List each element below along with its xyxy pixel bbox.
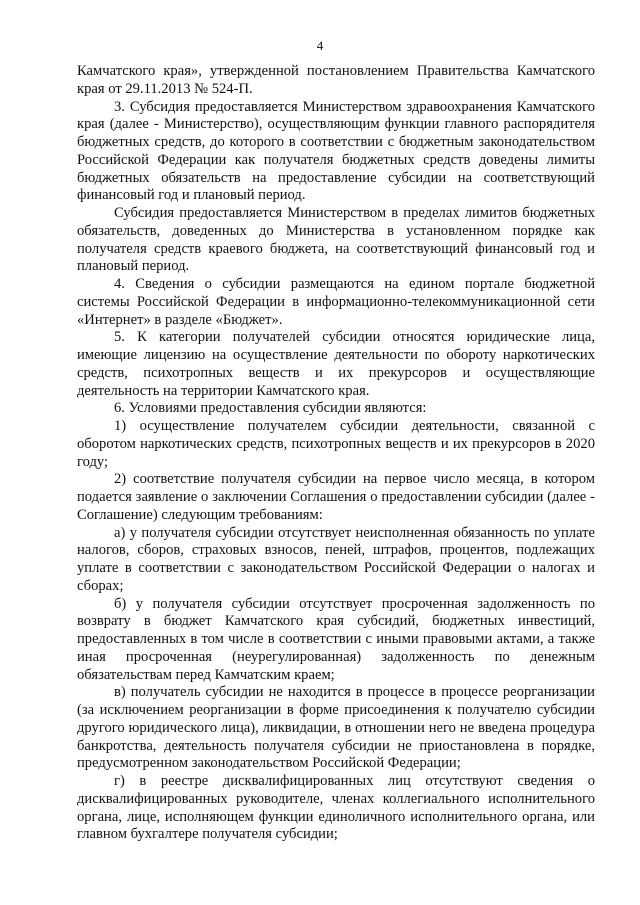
requirement-a: а) у получателя субсидии отсутствует неисполненная обязанность по уплате налогов, сборов, страховых взносов, пеней, штрафов, процентов, подлежащих уплате в соответствии с законодательством Российской Федерации о налогах и сборах; [77, 524, 595, 594]
paragraph-4-portal-info: 4. Сведения о субсидии размещаются на едином портале бюджетной системы Российской Федерации в информационно-телекоммуникационной сети «Интернет» в разделе «Бюджет». [77, 276, 595, 328]
requirement-g: г) в реестре дисквалифицированных лиц отсутствуют сведения о дисквалифицированных руководителе, членах коллегиального исполнительного органа, лице, исполняющем функции единоличного исполнительного органа, или главном бухгалтере получателя субсидии; [77, 773, 595, 843]
requirement-v: в) получатель субсидии не находится в процессе в процессе реорганизации (за исключением реорганизации в форме присоединения к получателю субсидии другого юридического лица), ликвидации, в отношении него не введена процедура банкротства, деятельность получателя субсидии не приостановлена в порядке, предусмотренном законодательством Российской Федерации; [77, 684, 595, 772]
paragraph-3-subsidy-provider: 3. Субсидия предоставляется Министерством здравоохранения Камчатского края (далее - Министерство), осуществляющим функции главного распорядителя бюджетных средств, до которого в соответствии с бюджетным законодательством Российской Федерации как получателя бюджетных средств доведены лимиты бюджетных обязательств на предоставление субсидии на соответствующий финансовый год и плановый период. [77, 98, 595, 204]
document-body [77, 63, 595, 844]
requirement-b: б) у получателя субсидии отсутствует просроченная задолженность по возврату в бюджет Камчатского края субсидий, бюджетных инвестиций, предоставленных в том числе в соответствии с иными правовыми актами, а также иная просроченная (неурегулированная) задолженность по денежным обязательствам перед Камчатским краем; [77, 595, 595, 683]
paragraph-subsidy-limits: Субсидия предоставляется Министерством в пределах лимитов бюджетных обязательств, доведенных до Министерства в установленном порядке как получателя средств краевого бюджета, на соответствующий финансовый год и плановый период. [77, 205, 595, 275]
paragraph-continuation: Камчатского края», утвержденной постановлением Правительства Камчатского края от 29.11.2013 № 524-П. [77, 63, 595, 97]
condition-1: 1) осуществление получателем субсидии деятельности, связанной с оборотом наркотических средств, психотропных веществ и их прекурсоров в 2020 году; [77, 418, 595, 470]
condition-2: 2) соответствие получателя субсидии на первое число месяца, в котором подается заявление о заключении Соглашения о предоставлении субсидии (далее - Соглашение) следующим требованиям: [77, 471, 595, 523]
paragraph-6-conditions-heading: 6. Условиями предоставления субсидии являются: [114, 400, 427, 417]
page-number: 4 [316, 38, 324, 53]
paragraph-5-recipient-category: 5. К категории получателей субсидии относятся юридические лица, имеющие лицензию на осуществление деятельности по обороту наркотических средств, психотропных веществ и их прекурсоров и осуществляющие деятельность на территории Камчатского края. [77, 329, 595, 399]
